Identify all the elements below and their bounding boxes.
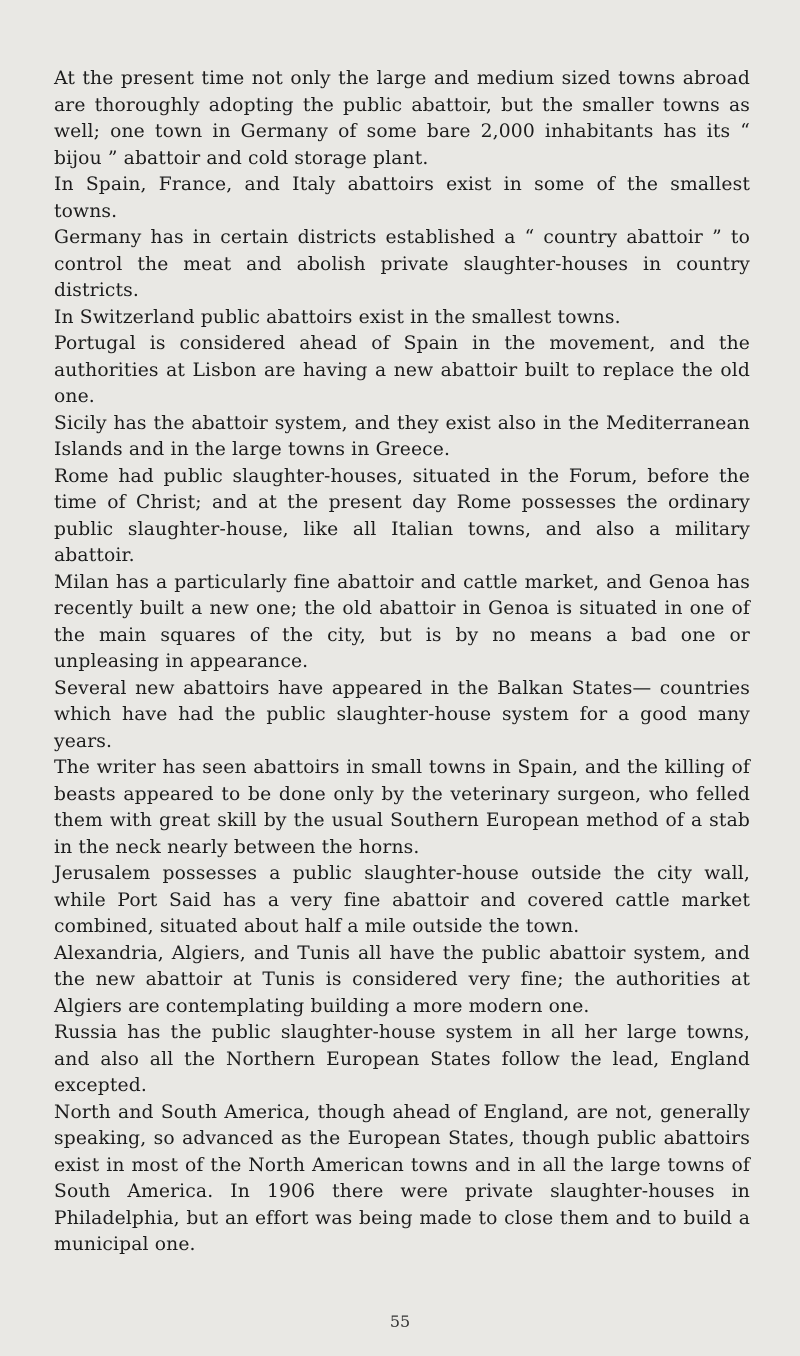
paragraph: Several new abattoirs have appeared in the Balkan States— countries which have had the public slaughter-house system for a good many years. — [54, 677, 750, 752]
paragraph: Alexandria, Algiers, and Tunis all have the public abattoir system, and the new abattoir at Tunis is considered very fine; the authorities at Algiers are contemplating building a more modern one. — [54, 942, 750, 1017]
paragraph: The writer has seen abattoirs in small towns in Spain, and the killing of beasts appeared to be done only by the veterinary surgeon, who felled them with great skill by the usual Southern European method of a stab in the neck nearly between the horns. — [54, 757, 750, 858]
paragraph: Portugal is considered ahead of Spain in the movement, and the authorities at Lisbon are having a new abattoir built to replace the old one. — [54, 333, 750, 407]
paragraph: Germany has in certain districts established a “ country abattoir ” to control the meat and abolish private slaughter-houses in country districts. — [54, 227, 750, 301]
page-body — [54, 66, 750, 1259]
paragraph: In Switzerland public abattoirs exist in the smallest towns. — [54, 306, 621, 328]
paragraph: Sicily has the abattoir system, and they exist also in the Mediterranean Islands and in the large towns in Greece. — [54, 412, 750, 460]
paragraph: Russia has the public slaughter-house system in all her large towns, and also all the Northern European States follow the lead, England excepted. — [54, 1022, 750, 1096]
paragraph: Rome had public slaughter-houses, situated in the Forum, before the time of Christ; and at the present day Rome possesses the ordinary public slaughter-house, like all Italian towns, and also a military abattoir. — [54, 465, 750, 566]
paragraph: Milan has a particularly fine abattoir and cattle market, and Genoa has recently built a new one; the old abattoir in Genoa is situated in one of the main squares of the city, but is by no means a bad one or unpleasing in appearance. — [54, 571, 750, 672]
paragraph: North and South America, though ahead of England, are not, generally speaking, so advanced as the European States, though public abattoirs exist in most of the North American towns and in all the large towns of South America. In 1906 there were private slaughter-houses in Philadelphia, but an effort was being made to close them and to build a municipal one. — [54, 1101, 750, 1255]
page-number: 55 — [389, 1312, 411, 1331]
paragraph: Jerusalem possesses a public slaughter-house outside the city wall, while Port Said has a very fine abattoir and covered cattle market combined, situated about half a mile outside the town. — [54, 863, 750, 937]
paragraph: At the present time not only the large and medium sized towns abroad are thoroughly adopting the public abattoir, but the smaller towns as well; one town in Germany of some bare 2,000 inhabitants has its “ bijou ” abattoir and cold storage plant. — [54, 68, 750, 169]
paragraph: In Spain, France, and Italy abattoirs exist in some of the smallest towns. — [54, 174, 750, 222]
